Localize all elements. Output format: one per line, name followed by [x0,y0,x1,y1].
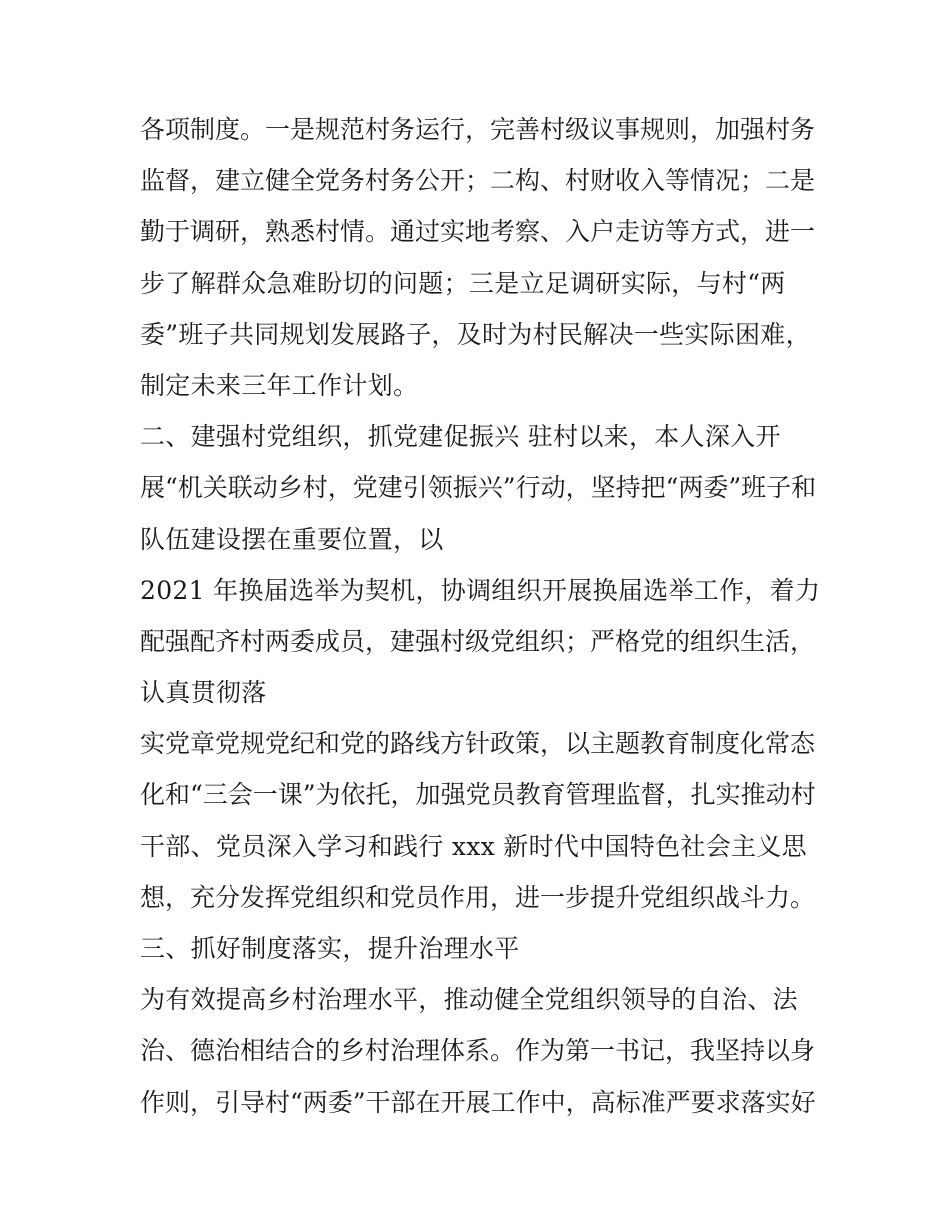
text-line: 各项制度。一是规范村务运行，完善村级议事规则，加强村务 [140,115,816,144]
text-line: 实党章党规党纪和党的路线方针政策，以主题教育制度化常态 [140,729,816,759]
text-line: 化和“三会一课”为依托，加强党员教育管理监督，扎实推动村 [140,780,816,810]
text-line: 配强配齐村两委成员，建强村级党组织；严格党的组织生活， [140,626,816,656]
body-text [140,104,820,1128]
text-line: 干部、党员深入学习和践行 xxx 新时代中国特色社会主义思 [140,831,807,861]
text-line: 为有效提高乡村治理水平，推动健全党组织领导的自治、法 [140,985,798,1015]
section-heading-2: 二、建强村党组织，抓党建促振兴 驻村以来，本人深入开 [140,422,781,452]
text-line: 想，充分发挥党组织和党员作用，进一步提升党组织战斗力。 [140,882,816,912]
text-line: 制定未来三年工作计划。 [140,370,419,400]
text-line: 展“机关联动乡村，党建引领振兴”行动，坚持把“两委”班子和 [140,473,817,503]
text-line: 认真贯彻落 [140,678,267,708]
text-line: 2021 年换届选举为契机，协调组织开展换届选举工作，着力 [140,575,821,605]
text-line: 委”班子共同规划发展路子，及时为村民解决一些实际困难， [140,319,811,349]
text-line: 步了解群众急难盼切的问题；三是立足调研实际，与村“两 [140,268,786,298]
text-line: 监督，建立健全党务村务公开；二构、村财收入等情况；二是 [140,166,816,196]
text-line: 勤于调研，熟悉村情。通过实地考察、入户走访等方式，进一 [140,217,816,247]
text-line: 治、德治相结合的乡村治理体系。作为第一书记，我坚持以身 [140,1036,816,1066]
text-line: 队伍建设摆在重要位置，以 [140,524,444,554]
text-line: 作则，引导村“两委”干部在开展工作中，高标准严要求落实好 [140,1087,816,1117]
section-heading-3: 三、抓好制度落实，提升治理水平 [140,934,520,963]
